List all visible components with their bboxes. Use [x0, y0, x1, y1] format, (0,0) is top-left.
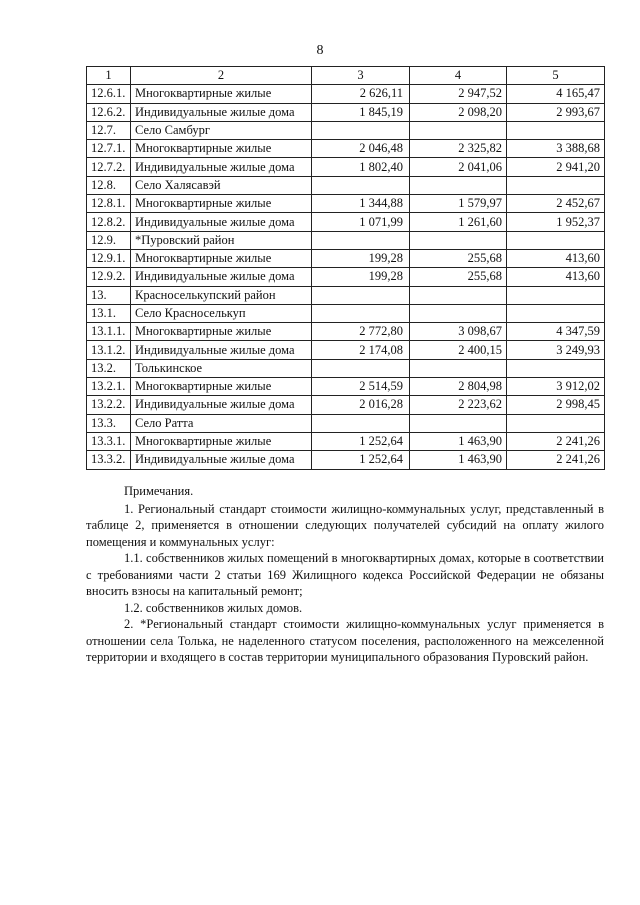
value-col4-cell: 1 261,60	[410, 213, 507, 231]
row-name-cell: Село Халясавэй	[131, 176, 312, 194]
table-row	[87, 121, 605, 139]
row-number-cell: 12.7.1.	[87, 140, 131, 158]
row-number-cell: 13.3.	[87, 414, 131, 432]
row-number-cell: 12.9.2.	[87, 268, 131, 286]
value-col5-cell	[507, 176, 605, 194]
value-col3-cell: 2 046,48	[312, 140, 410, 158]
row-number-cell: 12.7.	[87, 121, 131, 139]
value-col5-cell	[507, 359, 605, 377]
row-name-cell: Село Самбург	[131, 121, 312, 139]
value-col3-cell	[312, 176, 410, 194]
table-row	[87, 304, 605, 322]
value-col4-cell	[410, 176, 507, 194]
value-col5-cell	[507, 121, 605, 139]
row-name-cell: Многоквартирные жилые	[131, 195, 312, 213]
value-col3-cell	[312, 231, 410, 249]
row-name-cell: Индивидуальные жилые дома	[131, 451, 312, 469]
column-header: 3	[312, 67, 410, 85]
value-col4-cell: 3 098,67	[410, 323, 507, 341]
row-number-cell: 13.	[87, 286, 131, 304]
value-col3-cell: 199,28	[312, 249, 410, 267]
table-row	[87, 85, 605, 103]
column-header: 5	[507, 67, 605, 85]
row-name-cell: Красноселькупский район	[131, 286, 312, 304]
row-name-cell: Индивидуальные жилые дома	[131, 213, 312, 231]
value-col4-cell: 2 098,20	[410, 103, 507, 121]
value-col3-cell: 1 344,88	[312, 195, 410, 213]
row-name-cell: *Пуровский район	[131, 231, 312, 249]
notes-section	[86, 483, 604, 666]
value-col3-cell: 1 802,40	[312, 158, 410, 176]
note-paragraph-2: 2. *Региональный стандарт стоимости жилищно-коммунальных услуг применяется в отношении села Толька, не наделенного статусом поселения, расположенного на межселенной территории и входящего в состав территории муниципального образования Пуровский район.	[86, 617, 604, 664]
row-number-cell: 13.1.1.	[87, 323, 131, 341]
value-col3-cell: 1 252,64	[312, 451, 410, 469]
value-col5-cell: 2 993,67	[507, 103, 605, 121]
value-col5-cell: 2 452,67	[507, 195, 605, 213]
column-header: 2	[131, 67, 312, 85]
row-name-cell: Индивидуальные жилые дома	[131, 268, 312, 286]
row-number-cell: 12.8.1.	[87, 195, 131, 213]
row-name-cell: Индивидуальные жилые дома	[131, 341, 312, 359]
value-col4-cell	[410, 286, 507, 304]
row-name-cell: Многоквартирные жилые	[131, 140, 312, 158]
value-col4-cell	[410, 359, 507, 377]
value-col5-cell: 2 241,26	[507, 451, 605, 469]
row-number-cell: 13.1.	[87, 304, 131, 322]
value-col3-cell: 2 772,80	[312, 323, 410, 341]
table-row	[87, 359, 605, 377]
value-col3-cell: 199,28	[312, 268, 410, 286]
value-col5-cell: 3 249,93	[507, 341, 605, 359]
table-row	[87, 378, 605, 396]
value-col3-cell: 2 016,28	[312, 396, 410, 414]
value-col3-cell: 1 071,99	[312, 213, 410, 231]
row-number-cell: 13.3.1.	[87, 432, 131, 450]
value-col3-cell: 2 626,11	[312, 85, 410, 103]
value-col4-cell	[410, 231, 507, 249]
row-number-cell: 13.2.1.	[87, 378, 131, 396]
table-row	[87, 140, 605, 158]
row-name-cell: Многоквартирные жилые	[131, 323, 312, 341]
row-number-cell: 13.2.2.	[87, 396, 131, 414]
table-row	[87, 323, 605, 341]
value-col3-cell	[312, 359, 410, 377]
row-name-cell: Многоквартирные жилые	[131, 378, 312, 396]
table-row	[87, 432, 605, 450]
table-row	[87, 195, 605, 213]
table-header-row	[87, 67, 605, 85]
row-name-cell: Село Красноселькуп	[131, 304, 312, 322]
table-row	[87, 268, 605, 286]
value-col4-cell	[410, 121, 507, 139]
value-col3-cell	[312, 414, 410, 432]
column-header: 4	[410, 67, 507, 85]
value-col5-cell: 3 388,68	[507, 140, 605, 158]
row-number-cell: 12.8.	[87, 176, 131, 194]
value-col5-cell: 2 998,45	[507, 396, 605, 414]
value-col3-cell	[312, 286, 410, 304]
value-col5-cell: 413,60	[507, 249, 605, 267]
table-row	[87, 451, 605, 469]
row-name-cell: Толькинское	[131, 359, 312, 377]
value-col3-cell: 1 845,19	[312, 103, 410, 121]
table-row	[87, 176, 605, 194]
value-col4-cell: 2 325,82	[410, 140, 507, 158]
value-col5-cell	[507, 414, 605, 432]
row-name-cell: Индивидуальные жилые дома	[131, 158, 312, 176]
note-paragraph-1-2: 1.2. собственников жилых домов.	[124, 600, 303, 615]
tariff-table	[86, 66, 605, 470]
row-name-cell: Село Ратта	[131, 414, 312, 432]
row-number-cell: 13.2.	[87, 359, 131, 377]
row-name-cell: Многоквартирные жилые	[131, 249, 312, 267]
page-number: 8	[316, 43, 324, 58]
value-col5-cell: 4 347,59	[507, 323, 605, 341]
row-name-cell: Многоквартирные жилые	[131, 85, 312, 103]
note-paragraph-1-1: 1.1. собственников жилых помещений в многоквартирных домах, которые в соответствии с требованиями части 2 статьи 169 Жилищного кодекса Российской Федерации не обязаны вносить взносы на капитальный ремонт;	[86, 551, 604, 598]
value-col4-cell: 1 463,90	[410, 432, 507, 450]
value-col4-cell: 255,68	[410, 249, 507, 267]
row-number-cell: 12.8.2.	[87, 213, 131, 231]
row-number-cell: 13.1.2.	[87, 341, 131, 359]
row-name-cell: Многоквартирные жилые	[131, 432, 312, 450]
value-col4-cell	[410, 304, 507, 322]
value-col4-cell: 2 947,52	[410, 85, 507, 103]
table-body	[87, 85, 605, 469]
value-col5-cell: 2 241,26	[507, 432, 605, 450]
table-row	[87, 103, 605, 121]
notes-title: Примечания.	[124, 484, 194, 498]
value-col5-cell	[507, 286, 605, 304]
table-row	[87, 341, 605, 359]
table-row	[87, 414, 605, 432]
value-col4-cell: 2 223,62	[410, 396, 507, 414]
note-paragraph-1: 1. Региональный стандарт стоимости жилищно-коммунальных услуг, представленный в таблице 2, применяется в отношении следующих получателей субсидий на оплату жилого помещения и коммунальных услуг:	[86, 501, 604, 549]
row-number-cell: 12.6.2.	[87, 103, 131, 121]
value-col5-cell: 4 165,47	[507, 85, 605, 103]
column-header: 1	[87, 67, 131, 85]
row-number-cell: 12.7.2.	[87, 158, 131, 176]
row-number-cell: 12.9.	[87, 231, 131, 249]
value-col3-cell: 2 514,59	[312, 378, 410, 396]
value-col4-cell: 1 579,97	[410, 195, 507, 213]
value-col5-cell: 3 912,02	[507, 378, 605, 396]
value-col5-cell: 1 952,37	[507, 213, 605, 231]
value-col3-cell: 2 174,08	[312, 341, 410, 359]
table-row	[87, 249, 605, 267]
value-col4-cell: 1 463,90	[410, 451, 507, 469]
value-col3-cell	[312, 304, 410, 322]
value-col5-cell	[507, 231, 605, 249]
table-row	[87, 213, 605, 231]
value-col3-cell	[312, 121, 410, 139]
table-row	[87, 158, 605, 176]
value-col4-cell: 2 041,06	[410, 158, 507, 176]
table-row	[87, 231, 605, 249]
row-number-cell: 12.6.1.	[87, 85, 131, 103]
value-col5-cell	[507, 304, 605, 322]
value-col4-cell: 2 400,15	[410, 341, 507, 359]
table-row	[87, 286, 605, 304]
row-name-cell: Индивидуальные жилые дома	[131, 103, 312, 121]
value-col5-cell: 2 941,20	[507, 158, 605, 176]
row-name-cell: Индивидуальные жилые дома	[131, 396, 312, 414]
value-col4-cell	[410, 414, 507, 432]
value-col4-cell: 255,68	[410, 268, 507, 286]
row-number-cell: 13.3.2.	[87, 451, 131, 469]
value-col3-cell: 1 252,64	[312, 432, 410, 450]
table-row	[87, 396, 605, 414]
value-col4-cell: 2 804,98	[410, 378, 507, 396]
row-number-cell: 12.9.1.	[87, 249, 131, 267]
value-col5-cell: 413,60	[507, 268, 605, 286]
